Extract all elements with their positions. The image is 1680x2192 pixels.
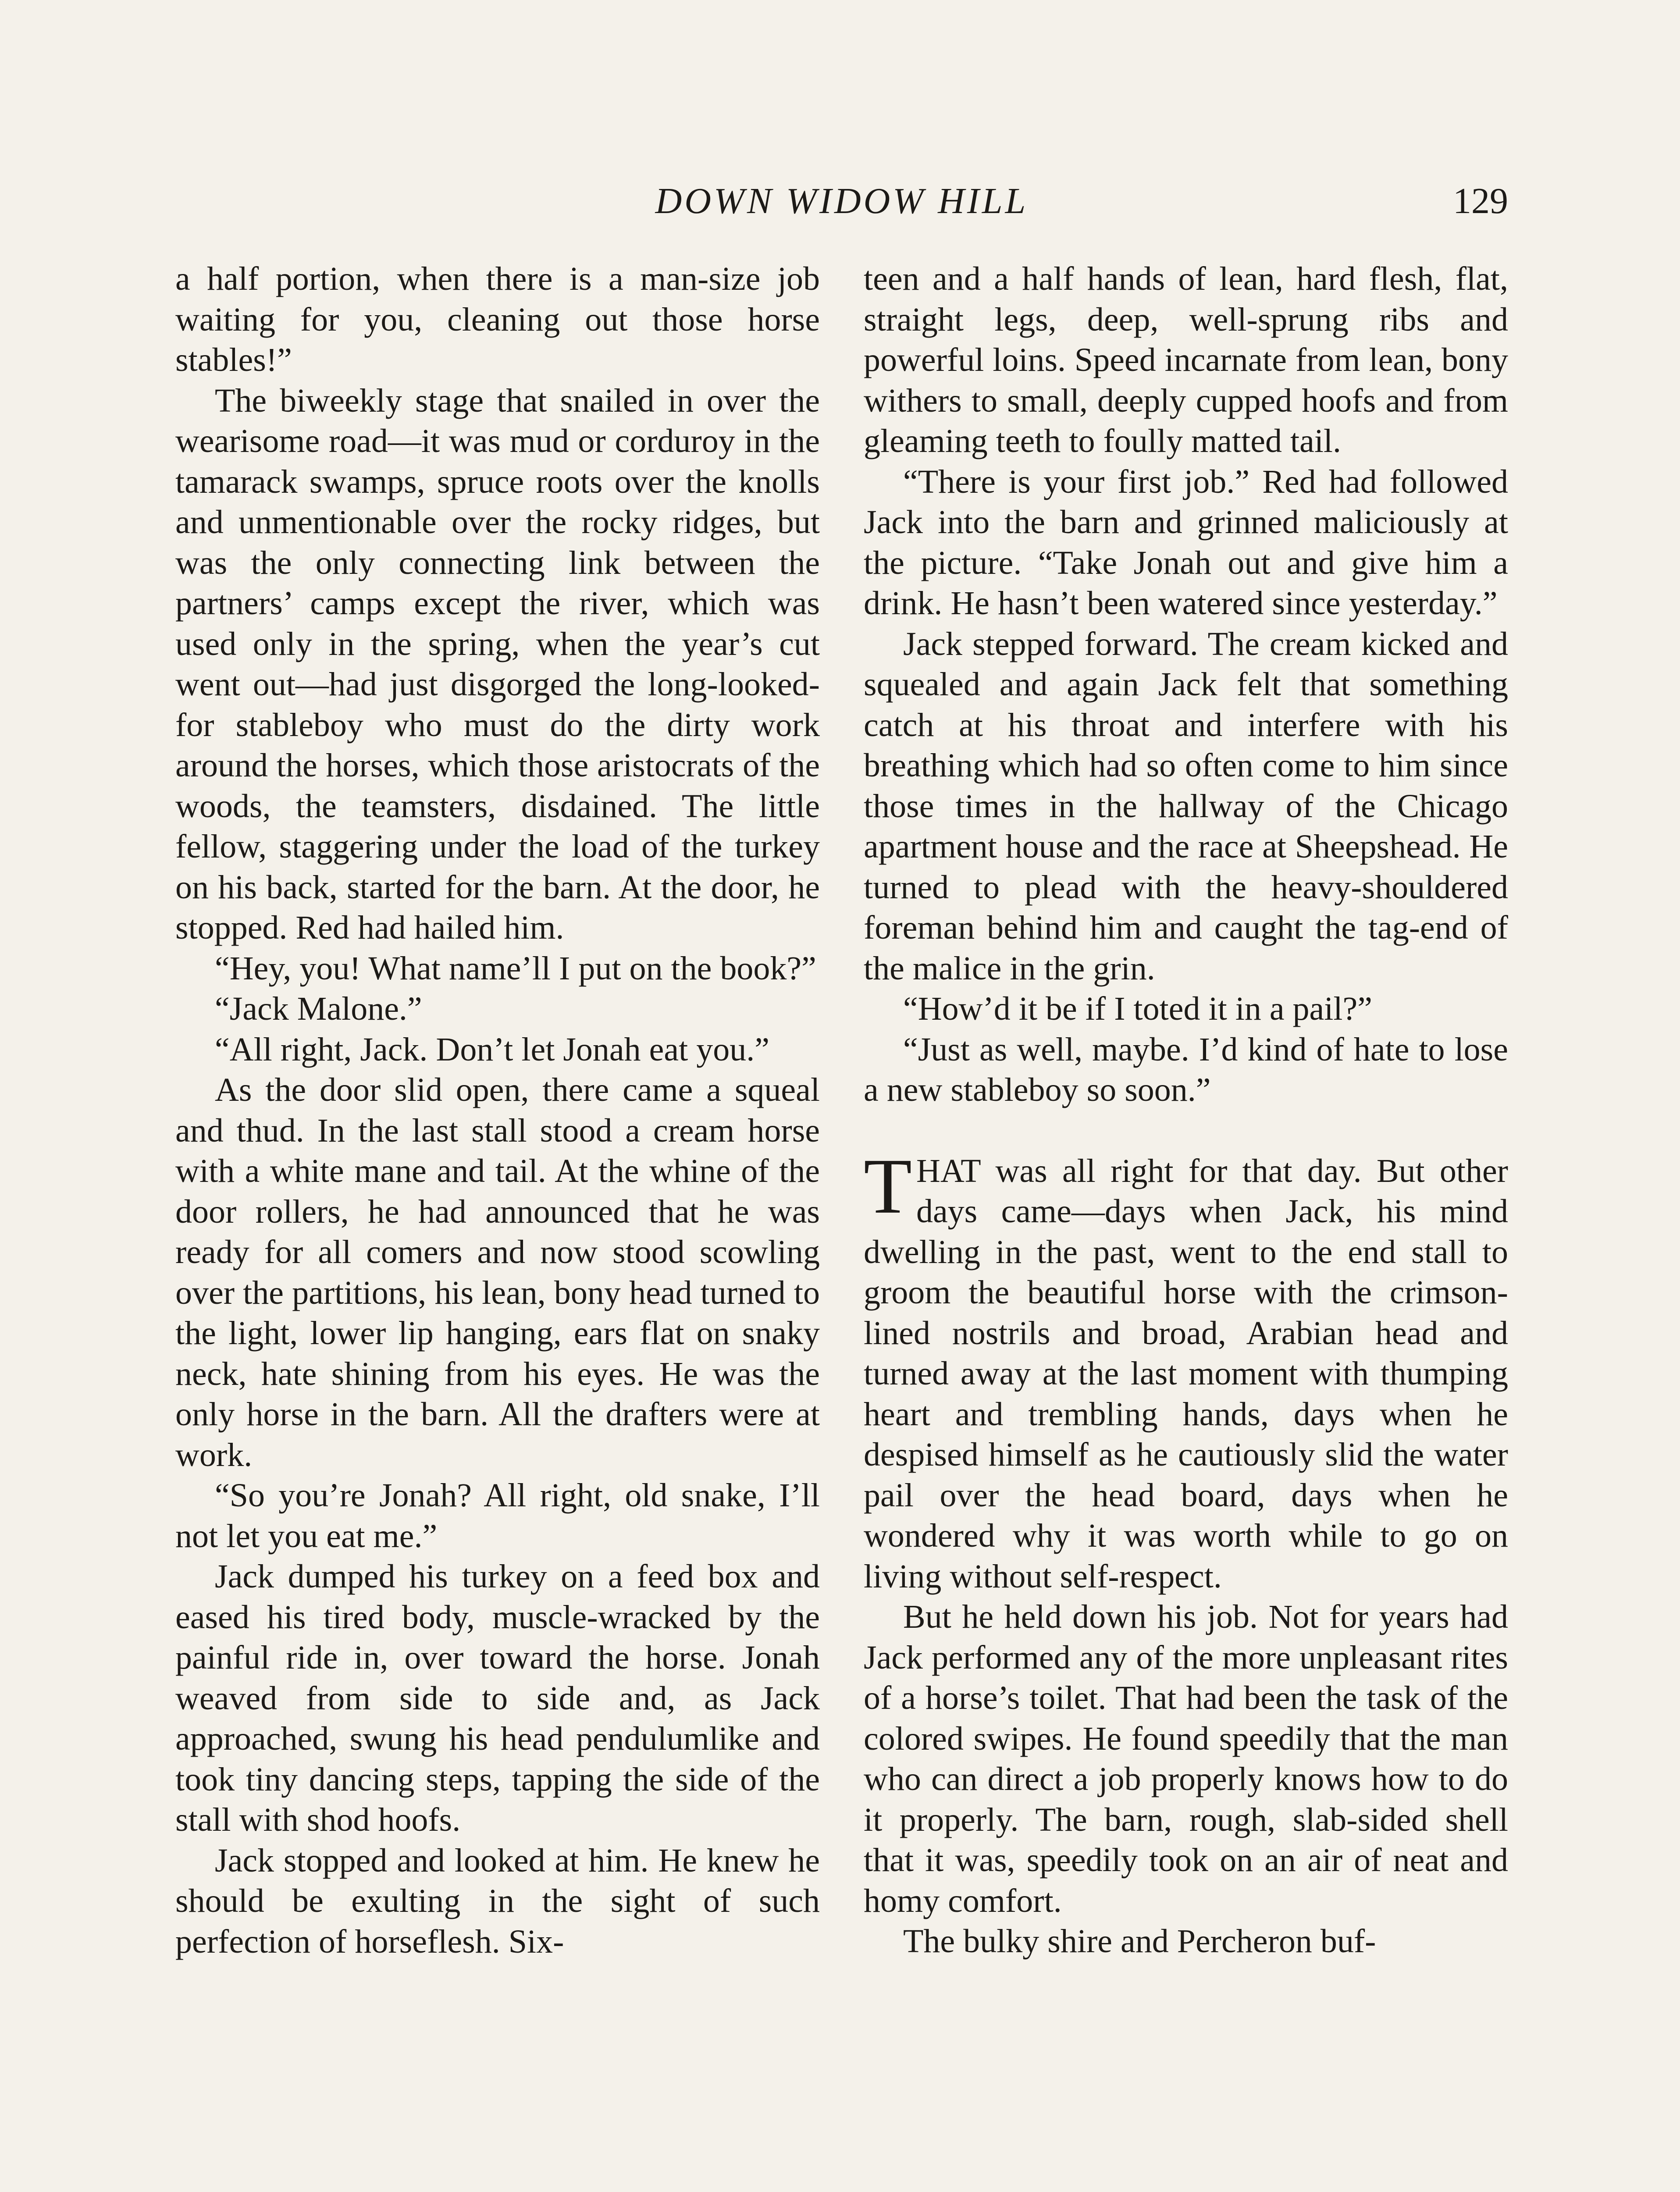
running-header [175,180,1508,232]
paragraph: The bulky shire and Percheron buf- [903,1923,1376,1960]
paragraph: Jack stepped forward. The cream kicked and squealed and again Jack felt that something catch at his throat and interfere with his breathing which had so often come to him since those times in the hallway of the Chicago apartment house and the race at Sheepshead. He turned to plead with the heavy-shouldered foreman behind him and caught the tag-end of the malice in the grin. [864,625,1508,987]
paragraph: “Jack Malone.” [215,990,422,1027]
paragraph: “There is your first job.” Red had followed Jack into the barn and grinned maliciously at the picture. “Take Jonah out and give him a drink. He hasn’t been watered since yesterday.” [864,463,1508,622]
paragraph: As the door slid open, there came a squeal and thud. In the last stall stood a cream horse with a white mane and tail. At the whine of the door rollers, he had announced that he was ready for all comers and now stood scowling over the partitions, his lean, bony head turned to the light, lower lip hanging, ears flat on snaky neck, hate shining from his eyes. He was the only horse in the barn. All the drafters were at work. [175,1071,820,1473]
right-column [864,259,1508,1962]
paragraph: “Hey, you! What name’ll I put on the book?” [215,950,816,987]
paragraph: The biweekly stage that snailed in over the wearisome road—it was mud or corduroy in the tamarack swamps, spruce roots over the knolls and unmentionable over the rocky ridges, but was the only connecting link between the partners’ camps except the river, which was used only in the spring, when the year’s cut went out—had just disgorged the long-looked-for stableboy who must do the dirty work around the horses, which those aristocrats of the woods, the teamsters, disdained. The little fellow, staggering under the load of the turkey on his back, started for the barn. At the door, he stopped. Red had hailed him. [175,382,820,946]
drop-cap: T [864,1142,912,1230]
paragraph: Jack stopped and looked at him. He knew he should be exulting in the sight of such perfection of horseflesh. Six- [175,1842,820,1960]
paragraph: “Just as well, maybe. I’d kind of hate to lose a new stableboy so soon.” [864,1031,1508,1108]
paragraph: But he held down his job. Not for years had Jack performed any of the more unpleasant rites of a horse’s toilet. That had been the task of the colored swipes. He found speedily that the man who can direct a job properly knows how to do it properly. The barn, rough, slab-sided shell that it was, speedily took on an air of neat and homy comfort. [864,1598,1508,1919]
paragraph: “So you’re Jonah? All right, old snake, I’ll not let you eat me.” [175,1477,820,1555]
running-title: DOWN WIDOW HILL [655,181,1029,221]
left-column [175,259,820,1962]
section-text: HAT was all right for that day. But other days came—days when Jack, his mind dwelling in the past, went to the end stall to groom the beautiful horse with the crimson-lined nostrils and broad, Arabian head and turned away at the last moment with thumping heart and trembling hands, days when he despised himself as he cautiously slid the water pail over the head board, days when he wondered why it was worth while to go on living without self-respect. [864,1152,1508,1595]
paragraph: “All right, Jack. Don’t let Jonah eat you.” [215,1031,769,1068]
section-opening-paragraph [864,1142,1508,1597]
page-number: 129 [1453,181,1508,221]
paragraph: “How’d it be if I toted it in a pail?” [903,990,1372,1027]
paragraph: a half portion, when there is a man-size job waiting for you, cleaning out those horse stables!” [175,260,820,378]
paragraph: teen and a half hands of lean, hard flesh, flat, straight legs, deep, well-sprung ribs and powerful loins. Speed incarnate from lean, bony withers to small, deeply cupped hoofs and from gleaming teeth to foully matted tail. [864,260,1508,459]
paragraph: Jack dumped his turkey on a feed box and eased his tired body, muscle-wracked by the painful ride in, over toward the horse. Jonah weaved from side to side and, as Jack approached, swung his head pendulumlike and took tiny dancing steps, tapping the side of the stall with shod hoofs. [175,1558,820,1838]
